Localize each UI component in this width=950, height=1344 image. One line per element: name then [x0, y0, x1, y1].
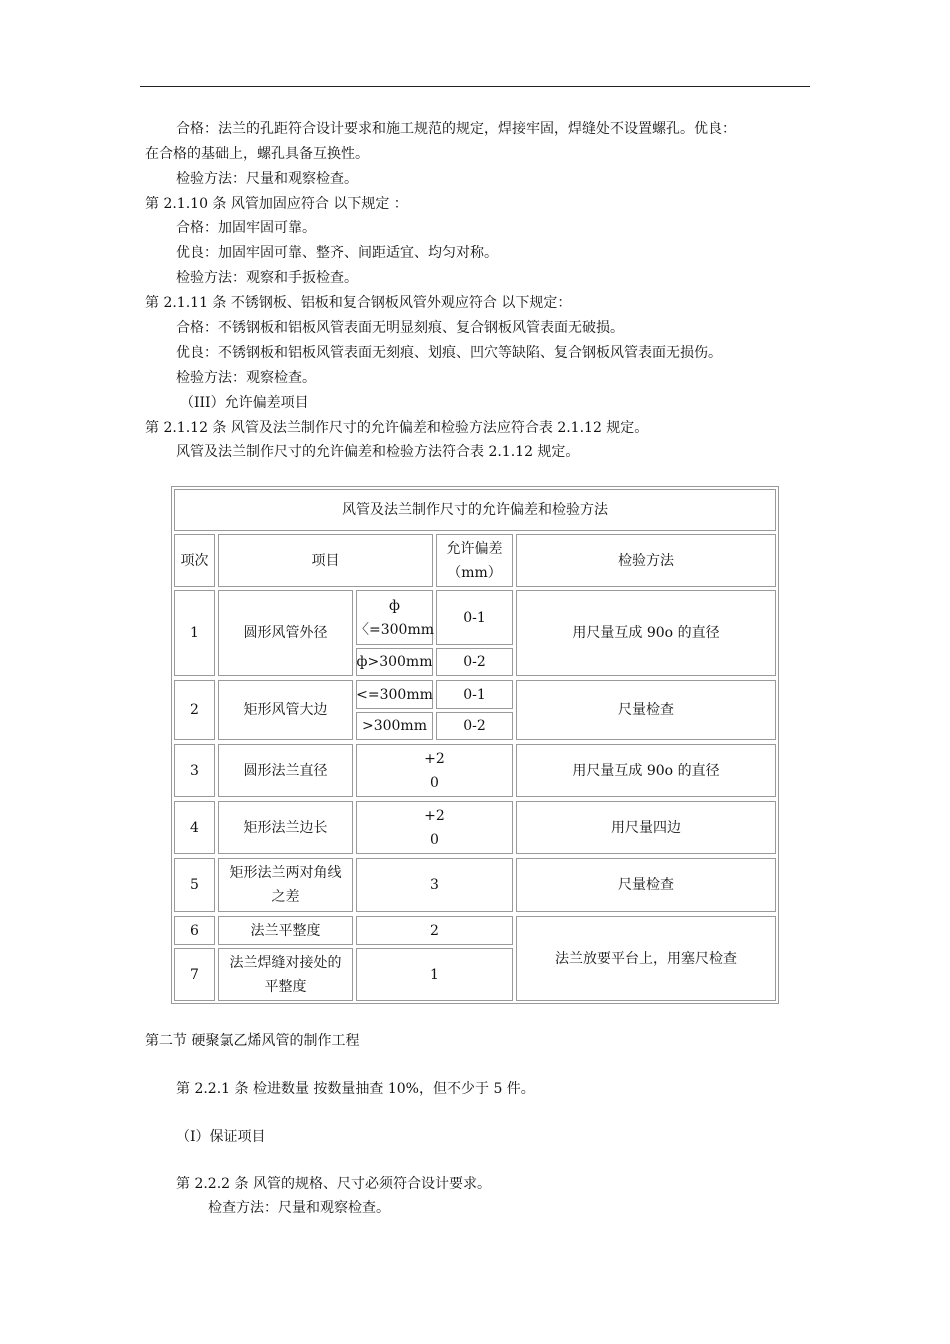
section2-heading: 第二节 硬聚氯乙烯风管的制作工程 [145, 1033, 360, 1049]
row2-sub2: >300mm [356, 712, 433, 740]
row4-method: 用尺量四边 [516, 801, 776, 854]
row1-sub1-line2: 〈=300mm [355, 621, 435, 638]
row7-item-line1: 法兰焊缝对接处的 [229, 954, 342, 971]
row1-method: 用尺量互成 90o 的直径 [516, 590, 776, 676]
row1-sub1-line1: ф [389, 597, 400, 614]
row5-item [218, 858, 353, 912]
header-tolerance-line2: （mm） [447, 564, 502, 581]
row1-tol1: 0-1 [436, 590, 513, 645]
clause-2-1-12: 第 2.1.12 条 风管及法兰制作尺寸的允许偏差和检验方法应符合表 2.1.12 规定。 [145, 420, 649, 436]
row1-sub2: ф>300mm [356, 648, 433, 676]
row2-method: 尺量检查 [516, 680, 776, 740]
header-method: 检验方法 [516, 534, 776, 587]
row5-item-line2: 之差 [271, 889, 300, 905]
row2-sub1: <=300mm [356, 680, 433, 709]
row4-tol [356, 801, 513, 854]
row5-item-line1: 矩形法兰两对角线 [229, 865, 342, 881]
row4-item: 矩形法兰边长 [218, 801, 353, 854]
row1-no: 1 [174, 590, 215, 676]
row3-tol-line2: 0 [430, 774, 439, 791]
clause-2-1-11: 第 2.1.11 条 不锈钢板、铝板和复合钢板风管外观应符合 以下规定： [145, 295, 572, 311]
clause-2-2-1: 第 2.2.1 条 检进数量 按数量抽查 10%，但不少于 5 件。 [176, 1081, 535, 1097]
row5-tol: 3 [356, 858, 513, 912]
row7-item-line2: 平整度 [264, 978, 307, 995]
row7-item [218, 948, 353, 1001]
row2-tol2: 0-2 [436, 712, 513, 740]
row67-method: 法兰放要平台上，用塞尺检查 [516, 916, 776, 1001]
paragraph-flange-excellent: 在合格的基础上，螺孔具备互换性。 [145, 146, 369, 162]
row6-tol: 2 [356, 916, 513, 945]
table-title: 风管及法兰制作尺寸的允许偏差和检验方法 [174, 489, 776, 531]
paragraph-inspection-1: 检验方法：尺量和观察检查。 [176, 171, 358, 187]
row3-no: 3 [174, 744, 215, 797]
paragraph-flange-pass: 合格：法兰的孔距符合设计要求和施工规范的规定，焊接牢固，焊缝处不设置螺孔。优良： [176, 121, 736, 137]
row5-method: 尺量检查 [516, 858, 776, 912]
row1-item: 圆形风管外径 [218, 590, 353, 676]
paragraph-surface-excellent: 优良：不锈钢板和铝板风管表面无刻痕、划痕、凹穴等缺陷、复合钢板风管表面无损伤。 [176, 345, 722, 361]
header-rule [140, 86, 810, 87]
paragraph-inspection-3: 检验方法：观察检查。 [176, 370, 316, 386]
row4-tol-line2: 0 [430, 831, 439, 848]
paragraph-table-ref: 风管及法兰制作尺寸的允许偏差和检验方法符合表 2.1.12 规定。 [176, 444, 580, 460]
subheading-guarantee: （I）保证项目 [176, 1129, 266, 1145]
subheading-allowed-deviation: （III）允许偏差项目 [180, 395, 309, 411]
row4-tol-line1: +2 [424, 807, 445, 824]
header-no: 项次 [174, 534, 215, 587]
row3-method: 用尺量互成 90o 的直径 [516, 744, 776, 797]
paragraph-inspection-4: 检查方法：尺量和观察检查。 [208, 1200, 390, 1216]
row6-no: 6 [174, 916, 215, 945]
row1-tol2: 0-2 [436, 648, 513, 676]
paragraph-reinforce-pass: 合格：加固牢固可靠。 [176, 220, 316, 236]
header-item: 项目 [218, 534, 433, 587]
paragraph-surface-pass: 合格：不锈钢板和铝板风管表面无明显刻痕、复合钢板风管表面无破损。 [176, 320, 624, 336]
row5-no: 5 [174, 858, 215, 912]
row6-item: 法兰平整度 [218, 916, 353, 945]
row1-sub1 [356, 590, 433, 645]
row2-no: 2 [174, 680, 215, 740]
paragraph-inspection-2: 检验方法：观察和手扳检查。 [176, 270, 358, 286]
row3-tol-line1: +2 [424, 750, 445, 767]
clause-2-2-2: 第 2.2.2 条 风管的规格、尺寸必须符合设计要求。 [176, 1176, 491, 1192]
row7-no: 7 [174, 948, 215, 1001]
header-tolerance [436, 534, 513, 587]
paragraph-reinforce-excellent: 优良：加固牢固可靠、整齐、间距适宜、均匀对称。 [176, 245, 498, 261]
row3-item: 圆形法兰直径 [218, 744, 353, 797]
row7-tol: 1 [356, 948, 513, 1001]
row3-tol [356, 744, 513, 797]
clause-2-1-10: 第 2.1.10 条 风管加固应符合 以下规定 ： [145, 196, 408, 212]
header-tolerance-line1: 允许偏差 [446, 540, 503, 557]
row2-item: 矩形风管大边 [218, 680, 353, 740]
row4-no: 4 [174, 801, 215, 854]
row2-tol1: 0-1 [436, 680, 513, 709]
